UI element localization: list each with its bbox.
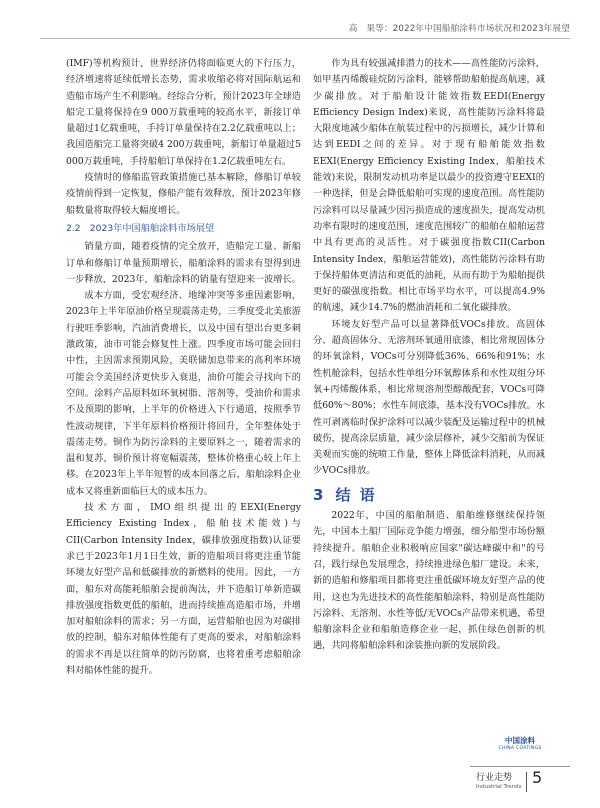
footer-section-name: 行业走势 — [476, 773, 513, 783]
section-number: 3 — [313, 485, 326, 504]
china-coatings-logo — [492, 736, 548, 758]
logo-text-en: CHINA COATINGS — [498, 746, 542, 751]
footer-separator — [526, 772, 527, 792]
logo-text-cn: 中国涂料 — [505, 736, 535, 745]
footer-divider — [470, 766, 570, 767]
right-column — [313, 56, 545, 655]
section-heading-2-2: 2.2 2023年中国船舶涂料市场展望 — [66, 222, 215, 234]
paragraph: 技术方面，IMO组织提出的EEXI(Energy Efficiency Existing Index，船舶技术能效)与CII(Carbon Intensity Index，碳排放强度指数)认证要求已于2023年1月1日生效，新的造船项目将更注重节能环境友好型产品和低碳排放的新燃料的使用。因此，一方面，船东对高能耗船舶会提前淘汰，并下造船订单新造碳排放强度指数更低的船舶，进而持续推高造船市场，并增加对船舶涂料的需求；另一方面，运营船舶也因为对碳排放的控制，船东对船体性能有了更高的要求，对船舶涂料的需求不再是以往简单的防污防腐，也将着重考虑船舶涂料对船体性能的提升。 — [66, 502, 301, 676]
page-number: 5 — [532, 768, 543, 787]
left-column — [66, 56, 301, 679]
paragraph: (IMF)等机构预计，世界经济仍将面临更大的下行压力，经济增速将延续低增长态势，需求收缩必将对国际航运和造船市场产生不利影响。经综合分析，预计2023年全球造船完工量将保持在9 000万载重吨的较高水平，新接订单量超过1亿载重吨，手持订单量保持在2.2亿载重吨以上；我国造船完工量将突破4 200万载重吨，新船订单量超过5 000万载重吨，手持船舶订单保持在1.2亿载重吨左右。 — [66, 58, 301, 167]
footer-section-name-en: Industrial Trends — [476, 784, 522, 790]
section-title: 结 语 — [335, 485, 377, 504]
running-header: 高 果等：2022年中国船舶涂料市场状况和2023年展望 — [348, 24, 570, 34]
header-divider — [40, 38, 570, 39]
paragraph: 成本方面，受宏观经济、地缘冲突等多重因素影响，2023年上半年原油价格呈现震荡走势，三季度受北美旅游行驶旺季影响，汽油消费增长，以及中国有望出台更多刺激政策，油市可能会修复性上涨。四季度市场可能会回归中性，主因需求预期风险，美联储加息带来的高利率环境可能会令美国经济更快步入衰退，油价可能会寻找向下的空间。涂料产品原料如环氧树脂、溶剂等，受油价和需求不及预期的影响，上半年的价格进入下行通道，按照季节性波动规律，下半年原料价格预计将回升，全年整体处于震荡走势。铜作为防污涂料的主要原料之一，随着需求的温和复苏，铜价预计将宽幅震荡，整体价格重心较上年上移。在2023年上半年短暂的成本回落之后，船舶涂料企业成本又将重新面临巨大的成本压力。 — [66, 290, 301, 497]
paragraph: 2022年，中国的船舶制造、船舶维修继续保持领先，中国本土船厂国际竞争能力增强，细分船型市场份额持续提升。船舶企业积极响应国家"碳达峰碳中和"的号召，践行绿色发展理念，持续推进绿色船厂建设。未来，新的造船和修船项目都将更注重低碳环境友好型产品的使用，这也为先进技术的高性能船舶涂料，特别是高性能防污涂料、无溶剂、水性等低/无VOCs产品带来机遇，希望船舶涂料企业和船舶造修企业一起，抓住绿色创新的机遇，共同将船舶涂料和涂装推向新的发展阶段。 — [313, 510, 545, 652]
paragraph: 环境友好型产品可以显著降低VOCs排放。高固体分、超高固体分、无溶剂环氧通用底漆，相比常规固体分的环氧涂料，VOCs可分别降低36%、66%和91%；水性机舱涂料，包括水性单组分环氧醇体系和水性双组分环氧+丙烯酸体系，相比常规溶剂型醇酸配套，VOCs可降低60%～80%；水性车间底漆，基本没有VOCs排放。水性可剥离临时保护涂料可以减少装配及运输过程中的机械破伤，提高涂层质量，减少涂层修补，减少交船前为保证美观而实施的统喷工作量，整体上降低涂料消耗，从而减少VOCs排放。 — [313, 318, 545, 477]
paragraph: 作为具有较强减排潜力的技术——高性能防污涂料，如甲基丙烯酸硅烷防污涂料，能够帮助船舶提高航速，减少碳排放。对于船舶设计能效指数EEDI(Energy Efficiency Design Index)来说，高性能防污涂料将最大限度地减少船体在航装过程中的污损增长，减少计算和达到EEDI之间的差异。对于现有船舶能效指数EEXI(Energy Efficiency Existing Index，船舶技术能效)来说，限制发动机功率是以最少的投资遵守EEXI的一种选择，但是会降低船舶可实现的速度范围。高性能防污涂料可以尽量减少因污损造成的速度损失，提高发动机功率有限时的速度范围，速度范围较广的船舶在船舶运营中具有更高的灵活性。对于碳强度指数CII(Carbon Intensity Index，船舶运营能效)，高性能防污涂料有助于保持船体更清洁和更低的油耗，从而有助于为船舶提供更好的碳强度指数。相比市场平均水平，可以提高4.9%的航速，减少14.7%的燃油消耗和二氧化碳排放。 — [313, 58, 545, 314]
paragraph: 销量方面，随着疫情的完全放开，造船完工量、新船订单和修船订单量预期增长，船舶涂料的需求有望得到进一步释放，2023年，船舶涂料的销量有望迎来一波增长。 — [66, 241, 301, 285]
section-heading-3 — [313, 487, 545, 503]
paragraph: 疫情时的修船监管政策措施已基本解除，修船订单较疫情前得到一定恢复，修船产能有效释放，预计2023年修船数量将取得较大幅度增长。 — [66, 172, 301, 216]
